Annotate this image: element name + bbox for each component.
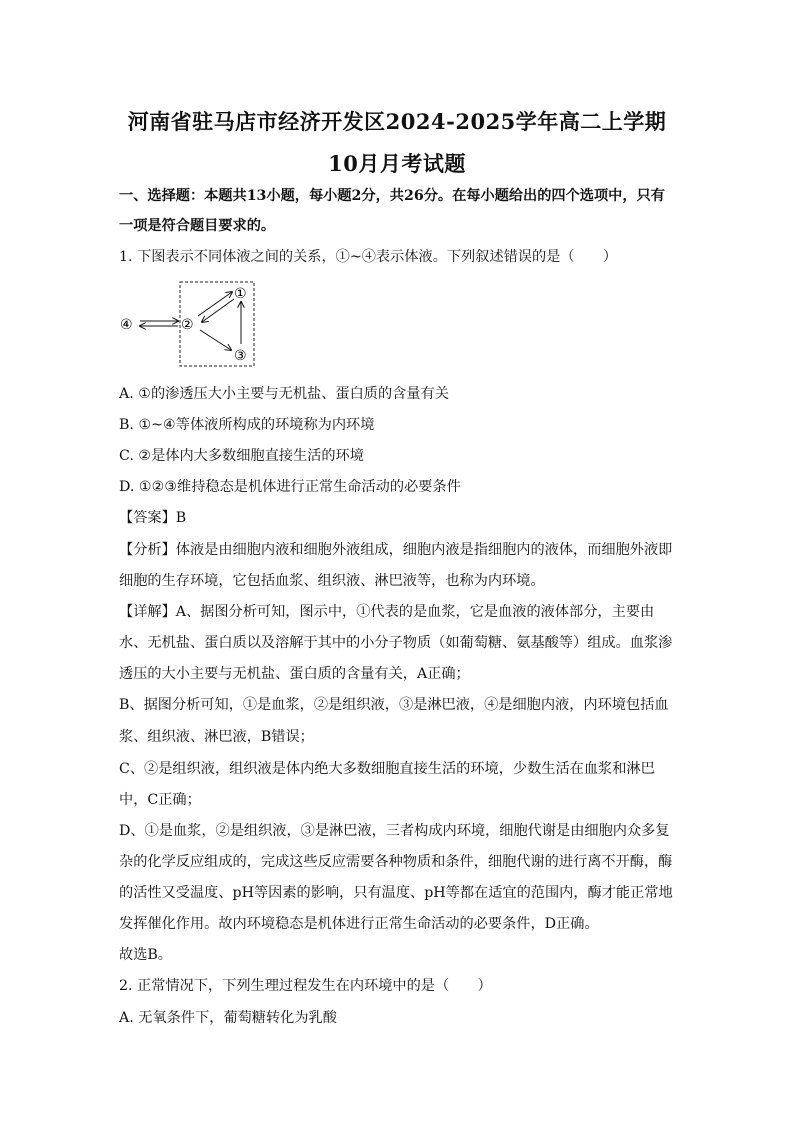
q1-detail-line5: 浆、组织液、淋巴液，B错误； xyxy=(119,729,314,745)
section-instructions-line1: 一、选择题：本题共13小题，每小题2分，共26分。在每小题给出的四个选项中，只有 xyxy=(119,188,665,204)
q1-detail-line1: 【详解】A、据图分析可知，图示中，①代表的是血浆，它是血液的液体部分，主要由 xyxy=(119,604,655,620)
q1-conclusion: 故选B。 xyxy=(119,947,172,963)
q1-detail-line2: 水、无机盐、蛋白质以及溶解于其中的小分子物质（如葡萄糖、氨基酸等）组成。血浆渗 xyxy=(119,635,673,651)
q2-option-a: A. 无氧条件下，葡萄糖转化为乳酸 xyxy=(119,1010,337,1026)
node-3: ③ xyxy=(234,348,247,364)
section-instructions-line2: 一项是符合题目要求的。 xyxy=(119,218,276,234)
q1-option-c: C. ②是体内大多数细胞直接生活的环境 xyxy=(119,448,364,464)
q1-option-d: D. ①②③维持稳态是机体进行正常生命活动的必要条件 xyxy=(119,479,461,495)
q1-detail-line9: 杂的化学反应组成的，完成这些反应需要各种物质和条件，细胞代谢的进行离不开酶，酶 xyxy=(119,854,673,870)
page-subtitle: 10月月考试题 xyxy=(328,151,466,176)
node-2: ② xyxy=(181,317,194,333)
body-fluid-diagram xyxy=(118,278,258,368)
q1-detail-line6: C、②是组织液，组织液是体内绝大多数细胞直接生活的环境，少数生活在血浆和淋巴 xyxy=(119,761,655,777)
q1-detail-line8: D、①是血浆，②是组织液，③是淋巴液，三者构成内环境，细胞代谢是由细胞内众多复 xyxy=(119,823,670,839)
node-1: ① xyxy=(234,286,247,302)
q1-analysis-line1: 【分析】体液是由细胞内液和细胞外液组成，细胞内液是指细胞内的液体，而细胞外液即 xyxy=(119,542,673,558)
q1-option-a: A. ①的渗透压大小主要与无机盐、蛋白质的含量有关 xyxy=(119,386,449,402)
q1-detail-line4: B、据图分析可知，①是血浆，②是组织液，③是淋巴液，④是细胞内液，内环境包括血 xyxy=(119,697,669,713)
page-title: 河南省驻马店市经济开发区2024-2025学年高二上学期 xyxy=(127,109,667,134)
q1-detail-line10: 的活性又受温度、pH等因素的影响，只有温度、pH等都在适宜的范围内，酶才能正常地 xyxy=(119,885,673,901)
q1-detail-line7: 中，C正确； xyxy=(119,792,201,808)
node-4: ④ xyxy=(120,317,133,333)
question-1-stem: 1. 下图表示不同体液之间的关系，①~④表示体液。下列叙述错误的是（ ） xyxy=(119,249,618,265)
arrow-2-to-3 xyxy=(200,330,231,350)
q1-option-b: B. ①~④等体液所构成的环境称为内环境 xyxy=(119,417,375,433)
q1-analysis-line2: 细胞的生存环境，它包括血浆、组织液、淋巴液等，也称为内环境。 xyxy=(119,573,545,589)
q1-detail-line3: 透压的大小主要与无机盐、蛋白质的含量有关，A正确； xyxy=(119,666,470,682)
q1-detail-line11: 发挥催化作用。故内环境稳态是机体进行正常生命活动的必要条件，D正确。 xyxy=(119,916,599,932)
question-2-stem: 2. 正常情况下，下列生理过程发生在内环境中的是（ ） xyxy=(119,978,492,994)
q1-answer: 【答案】B xyxy=(119,510,187,526)
